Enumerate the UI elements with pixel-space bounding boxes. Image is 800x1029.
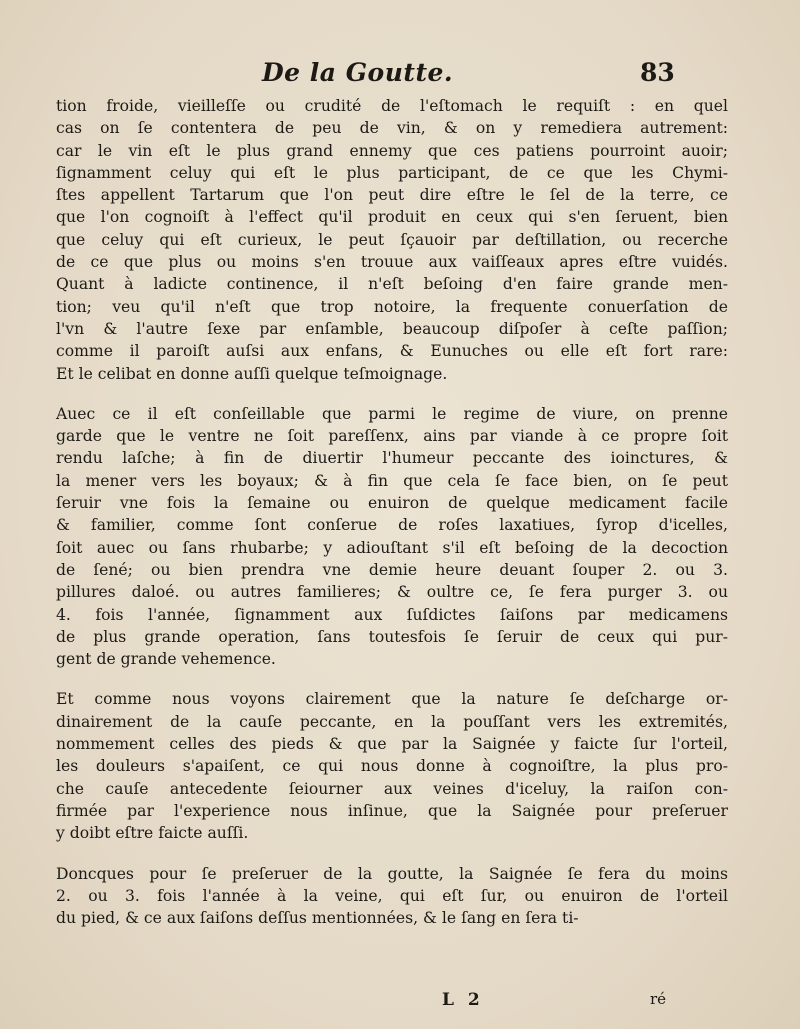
text-line: comme il paroiſt auſsi aux enfans, & Eunuches ou elle eſt fort rare: — [56, 342, 728, 361]
text-line: ſtes appellent Tartarum que l'on peut dire eſtre le ſel de la terre, ce — [56, 186, 728, 205]
text-line: dinairement de la cauſe peccante, en la pouſſant vers les extremités, — [56, 712, 728, 731]
text-line: cas on ſe contentera de peu de vin, & on y remediera autrement: — [56, 119, 728, 138]
text-line: Auec ce il eſt conſeillable que parmi le regime de viure, on prenne — [56, 404, 728, 423]
paragraph — [56, 95, 728, 385]
page-number: 83 — [640, 58, 675, 87]
text-line: firmée par l'experience nous inſinue, que la Saignée pour preſeruer — [56, 801, 728, 820]
text-line: Et le celibat en donne auſſi quelque teſmoignage. — [56, 364, 448, 383]
text-line: ſoit auec ou ſans rhubarbe; y adiouſtant s'il eſt beſoing de la decoction — [56, 538, 728, 557]
text-line: de plus grande operation, ſans toutesfois ſe ſeruir de ceux qui pur- — [56, 627, 728, 646]
paragraph — [56, 403, 728, 671]
catchword: ré — [650, 990, 667, 1008]
body-text — [56, 95, 728, 929]
text-line: garde que le ventre ne ſoit pareſſenx, ains par viande à ce propre ſoit — [56, 427, 728, 446]
text-line: nommement celles des pieds & que par la Saignée y faicte ſur l'orteil, — [56, 735, 728, 754]
text-line: que l'on cognoiſt à l'effect qu'il produit en ceux qui s'en ſeruent, bien — [56, 208, 728, 227]
text-line: che cauſe antecedente ſeiourner aux veines d'iceluy, la raiſon con- — [56, 779, 728, 798]
text-line: du pied, & ce aux ſaiſons deſſus mentionnées, & le ſang en ſera ti- — [56, 909, 579, 928]
text-line: pillures daloé. ou autres familieres; & oultre ce, ſe fera purger 3. ou — [56, 583, 728, 602]
text-line: ſignamment celuy qui eſt le plus participant, de ce que les Chymi- — [56, 163, 728, 182]
running-head — [0, 58, 800, 92]
text-line: l'vn & l'autre ſexe par enſamble, beaucoup diſpoſer à ceſte paſſion; — [56, 319, 728, 338]
text-line: & familier, comme ſont conſerue de roſes laxatiues, ſyrop d'icelles, — [56, 516, 728, 535]
text-line: de ce que plus ou moins s'en trouue aux vaiſſeaux apres eſtre vuidés. — [56, 253, 728, 272]
text-line: Et comme nous voyons clairement que la nature ſe deſcharge or- — [56, 690, 728, 709]
text-line: tion froide, vieilleſſe ou crudité de l'eſtomach le requiſt : en quel — [56, 97, 728, 115]
text-line: y doibt eſtre faicte auſſi. — [56, 824, 249, 843]
text-line: Quant à ladicte continence, il n'eſt beſoing d'en faire grande men- — [56, 275, 728, 294]
text-line: 2. ou 3. fois l'année à la veine, qui eſt ſur, ou enuiron de l'orteil — [56, 886, 728, 905]
signature-mark: L 2 — [442, 990, 484, 1010]
text-line: tion; veu qu'il n'eſt que trop notoire, la frequente conuerſation de — [56, 297, 728, 316]
text-line: de ſené; ou bien prendra vne demie heure deuant ſouper 2. ou 3. — [56, 560, 728, 579]
text-line: car le vin eſt le plus grand ennemy que ces patiens pourroint auoir; — [56, 141, 728, 160]
page-title: De la Goutte. — [262, 58, 454, 87]
paragraph-gap — [56, 845, 728, 863]
text-line: rendu laſche; à fin de diuertir l'humeur peccante des ioinctures, & — [56, 449, 728, 468]
text-line: 4. fois l'année, ſignamment aux ſuſdictes ſaiſons par medicamens — [56, 605, 728, 624]
paragraph-gap — [56, 670, 728, 688]
paragraph — [56, 863, 728, 930]
text-line: que celuy qui eſt curieux, le peut ſçauoir par deſtillation, ou recerche — [56, 230, 728, 249]
text-line: la mener vers les boyaux; & à fin que cela ſe face bien, on ſe peut — [56, 471, 728, 490]
paragraph-gap — [56, 385, 728, 403]
paragraph — [56, 688, 728, 844]
text-line: les douleurs s'apaiſent, ce qui nous donne à cognoiſtre, la plus pro- — [56, 757, 728, 776]
text-line: gent de grande vehemence. — [56, 650, 276, 669]
text-line: ſeruir vne fois la ſemaine ou enuiron de quelque medicament facile — [56, 494, 728, 513]
text-line: Doncques pour ſe preſeruer de la goutte, la Saignée ſe fera du moins — [56, 864, 728, 883]
